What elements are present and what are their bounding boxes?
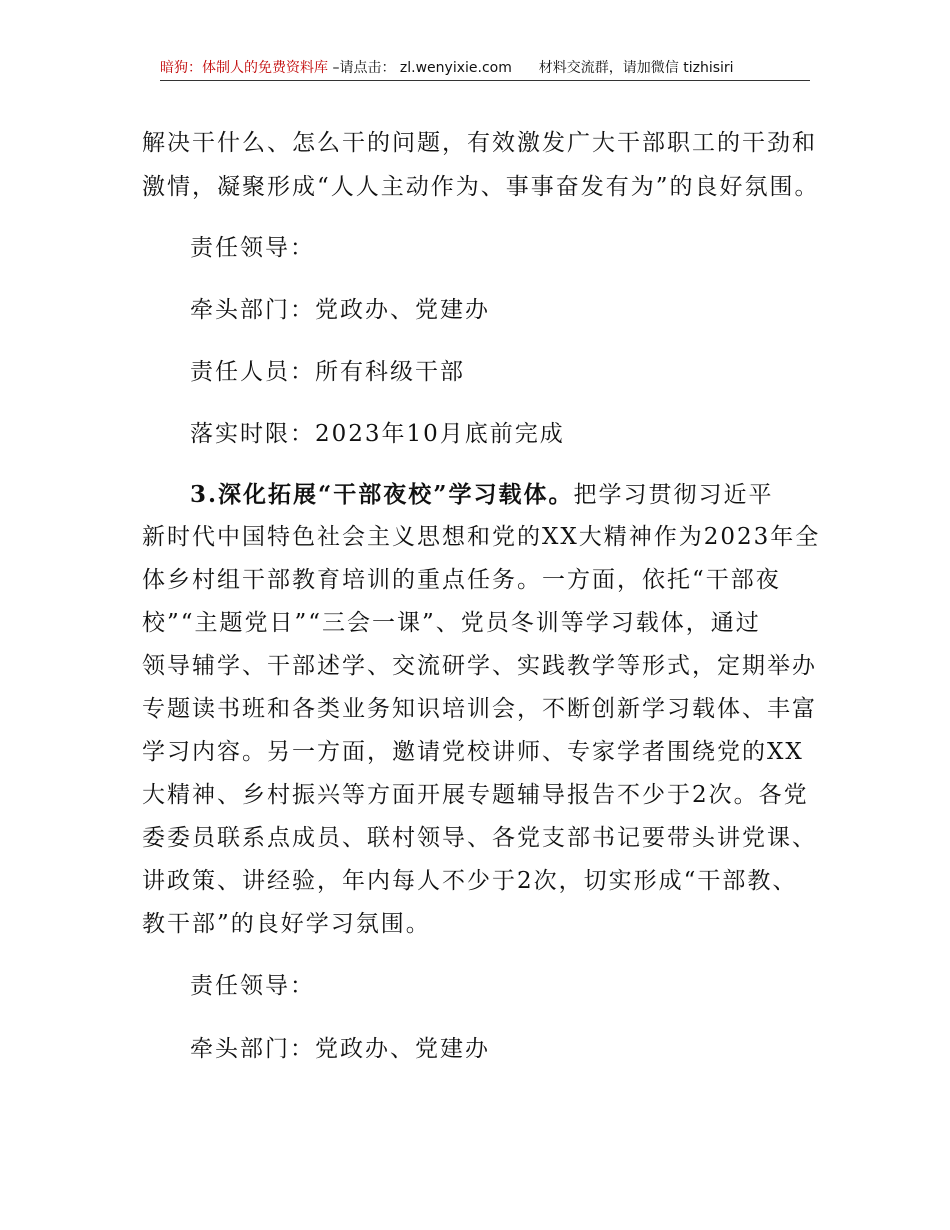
paragraph-line: 解决干什么、怎么干的问题，有效激发广大干部职工的干劲和 bbox=[142, 130, 817, 156]
paragraph-line: 激情，凝聚形成“人人主动作为、事事奋发有为”的良好氛围。 bbox=[142, 174, 820, 200]
page-header bbox=[160, 58, 810, 81]
header-group-text: 材料交流群，请加微信 tizhisiri bbox=[538, 60, 734, 76]
paragraph-line: 大精神、乡村振兴等方面开展专题辅导报告不少于2次。各党 bbox=[142, 782, 809, 808]
paragraph-line: 委委员联系点成员、联村领导、各党支部书记要带头讲党课、 bbox=[142, 825, 817, 851]
item-3-title: 3.深化拓展“干部夜校”学习载体。 bbox=[190, 481, 574, 508]
responsible-leader-label: 责任领导： bbox=[190, 235, 315, 261]
responsible-personnel: 责任人员：所有科级干部 bbox=[190, 359, 465, 385]
header-url-link[interactable]: zl.wenyixie.com bbox=[399, 60, 512, 76]
paragraph-line: 讲政策、讲经验，年内每人不少于2次，切实形成“干部教、 bbox=[142, 868, 798, 894]
item-3-first-line bbox=[190, 480, 773, 510]
lead-department: 牵头部门：党政办、党建办 bbox=[190, 297, 490, 323]
lead-department: 牵头部门：党政办、党建办 bbox=[190, 1036, 490, 1062]
paragraph-line: 专题读书班和各类业务知识培训会，不断创新学习载体、丰富 bbox=[142, 696, 817, 722]
paragraph-line: 领导辅学、干部述学、交流研学、实践教学等形式，定期举办 bbox=[142, 653, 817, 679]
paragraph-line: 学习内容。另一方面，邀请党校讲师、专家学者围绕党的XX bbox=[142, 739, 804, 765]
item-3-text: 把学习贯彻习近平 bbox=[573, 482, 774, 508]
header-brand: 暗狗：体制人的免费资料库 bbox=[160, 60, 328, 76]
header-click-prompt: –请点击： bbox=[332, 60, 396, 76]
deadline: 落实时限：2023年10月底前完成 bbox=[190, 421, 565, 447]
paragraph-line: 体乡村组干部教育培训的重点任务。一方面，依托“干部夜 bbox=[142, 567, 781, 593]
paragraph-line: 教干部”的良好学习氛围。 bbox=[142, 911, 431, 937]
paragraph-line: 校”“主题党日”“三会一课”、党员冬训等学习载体，通过 bbox=[142, 610, 761, 636]
paragraph-line: 新时代中国特色社会主义思想和党的XX大精神作为2023年全 bbox=[142, 524, 821, 550]
responsible-leader-label: 责任领导： bbox=[190, 973, 315, 999]
